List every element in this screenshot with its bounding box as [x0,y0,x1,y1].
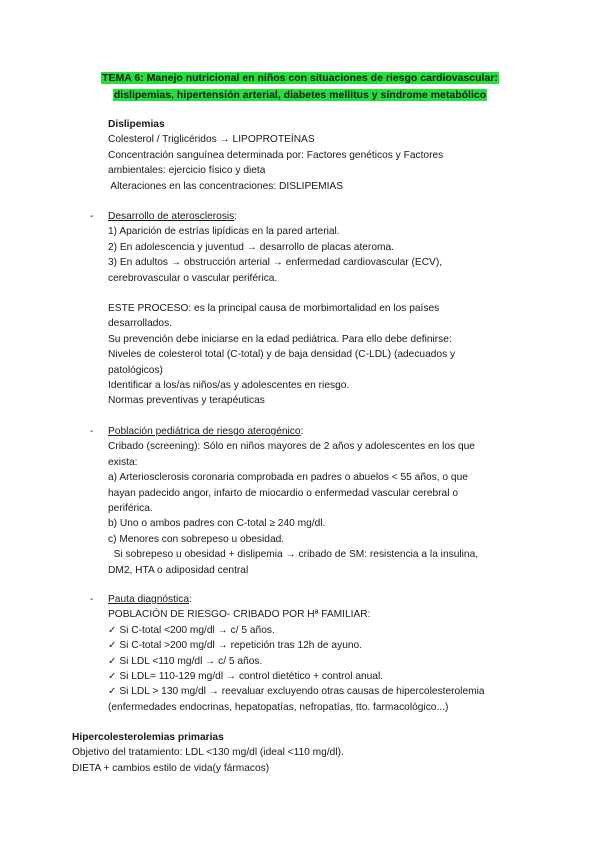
text-line: (enfermedades endocrinas, hepatopatías, nefropatías, tto. farmacológico...) [108,701,449,713]
bullet-dash: - [90,211,94,222]
section-heading: Hipercolesterolemias primarias [72,732,224,743]
section-hipercolesterolemias [72,730,344,776]
text-line: 1) Aparición de estrías lipídicas en la pared arterial. [108,226,340,238]
bullet-dash: - [90,594,94,605]
text-line: periférica. [108,503,153,515]
text-line: DM2, HTA o adiposidad central [108,564,249,576]
text-line: Identificar a los/as niños/as y adolescentes en riesgo. [108,380,350,392]
text-line: Concentración sanguínea determinada por: Factores genéticos y Factores [108,149,444,161]
heading-colon: : [300,426,304,437]
text-line: Colesterol / Triglicéridos → LIPOPROTEÍNAS [108,134,315,146]
title-line-1: TEMA 6: Manejo nutricional en niños con situaciones de riesgo cardiovascular: [102,72,498,84]
title-line-2: dislipemias, hipertensión arterial, diabetes mellitus y síndrome metabólico [113,89,487,101]
text-line: POBLACIÓN DE RIESGO- CRIBADO POR Hª FAMILIAR: [108,609,371,621]
text-line: ambientales: ejercicio físico y dieta [108,165,266,177]
text-line: Alteraciones en las concentraciones: DISLIPEMIAS [108,180,343,192]
text-line: DIETA + cambios estilo de vida(y fármacos) [72,762,270,774]
section-heading: Dislipemias [108,119,165,130]
section-poblacion [108,424,478,578]
text-line: a) Arteriosclerosis coronaria comprobada en padres o abuelos < 55 años, o que [108,472,468,484]
check-item: ✓ Si C-total <200 mg/dl → c/ 5 años. [108,624,275,636]
section-aterosclerosis [108,209,442,286]
heading-colon: : [234,211,238,222]
section-dislipemias [108,117,443,194]
check-item: ✓ Si LDL= 110-129 mg/dl → control dietético + control anual. [108,671,384,683]
text-line: c) Menores con sobrepeso u obesidad. [108,533,285,545]
bullet-dash: - [90,426,94,437]
text-line: cerebrovascular o vascular periférica. [108,272,278,284]
section-heading: Pauta diagnóstica [108,594,189,605]
page-title [60,70,540,104]
check-item: ✓ Si LDL > 130 mg/dl → reevaluar excluyendo otras causas de hipercolesterolemia [108,686,485,698]
heading-colon: : [189,594,192,605]
text-line: hayan padecido angor, infarto de miocardio o enfermedad vascular cerebral o [108,487,458,499]
text-line: exista: [108,456,138,468]
section-pauta [108,592,485,715]
text-line: Objetivo del tratamiento: LDL <130 mg/dl (ideal <110 mg/dl). [72,747,344,759]
text-line: ESTE PROCESO: es la principal causa de morbimortalidad en los países [108,303,440,314]
text-line: b) Uno o ambos padres con C-total ≥ 240 mg/dl. [108,518,326,530]
check-item: ✓ Si C-total >200 mg/dl → repetición tras 12h de ayuno. [108,640,363,652]
text-line: Si sobrepeso u obesidad + dislipemia → cribado de SM: resistencia a la insulina, [108,549,479,561]
section-heading: Población pediátrica de riesgo aterogénico [108,426,301,437]
text-line: Su prevención debe iniciarse en la edad pediátrica. Para ello debe definirse: [108,333,452,345]
text-line: Normas preventivas y terapéuticas [108,395,265,407]
text-line: patológicos) [108,364,163,376]
check-item: ✓ Si LDL <110 mg/dl → c/ 5 años. [108,655,263,667]
text-line: 3) En adultos → obstrucción arterial → enfermedad cardiovascular (ECV), [108,257,443,269]
section-aterosclerosis-notes [108,301,455,409]
section-heading: Desarrollo de aterosclerosis [108,211,235,222]
text-line: Cribado (screening): Sólo en niños mayores de 2 años y adolescentes en los que [108,441,475,453]
text-line: Niveles de colesterol total (C-total) y de baja densidad (C-LDL) (adecuados y [108,349,456,361]
text-line: desarrollados. [108,318,172,330]
text-line: 2) En adolescencia y juventud → desarrollo de placas ateroma. [108,241,394,253]
